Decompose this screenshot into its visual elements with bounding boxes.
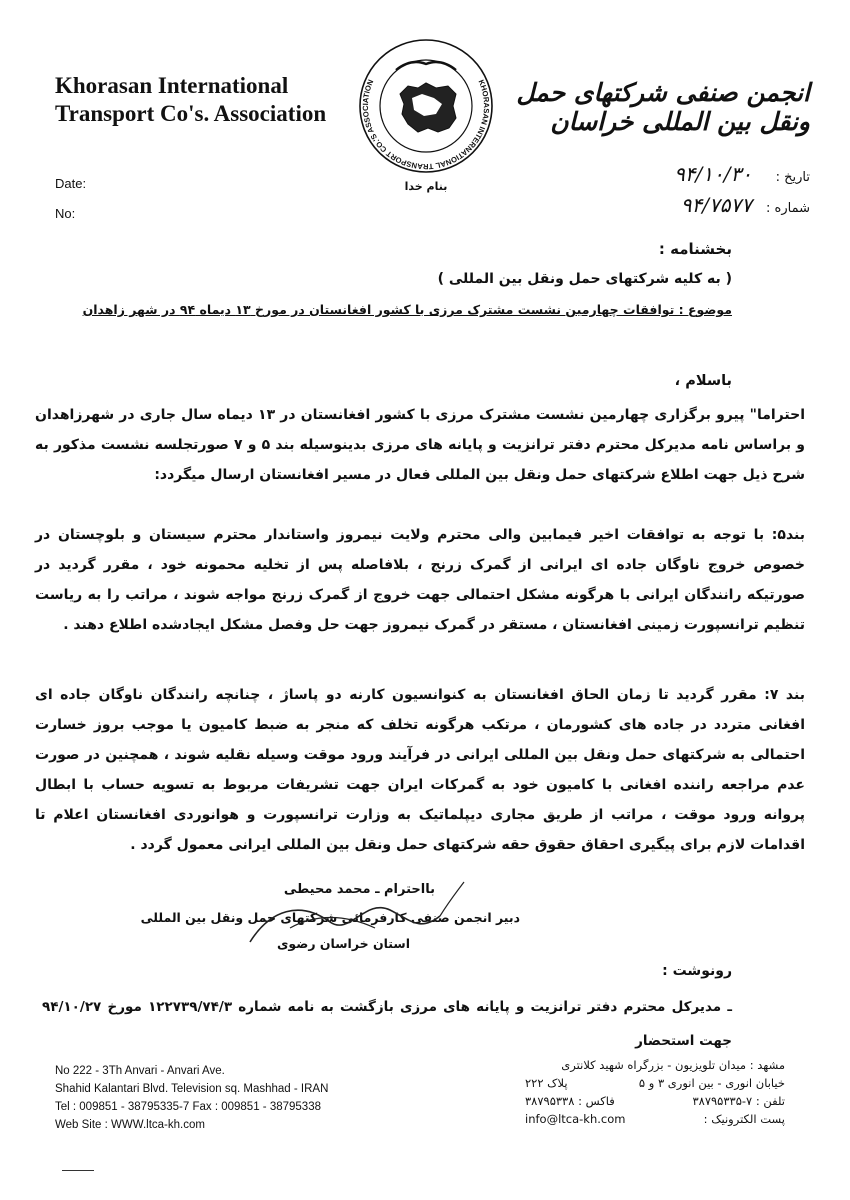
seal-ring-text: KHORASAN INTERNATIONAL TRANSPORT CO.'S ASSOCIATION bbox=[360, 78, 491, 172]
signature-title-line1: دبیر انجمن صنفی کارفرمائی شرکتهای حمل ونقل بین المللی bbox=[140, 910, 520, 925]
footer-fa-phone: تلفن : ۷-۳۸۷۹۵۳۳۵ bbox=[692, 1094, 785, 1108]
org-name-en-line2: Transport Co's. Association bbox=[55, 100, 327, 126]
association-seal bbox=[356, 28, 496, 203]
paragraph-clause-7: بند ۷: مقرر گردید تا زمان الحاق افغانستان به کنوانسیون کارنه دو پاساژ ، چنانچه رانندگان ناوگان جاده ای افغانی متردد در جاده های کشورمان ، مرتکب هرگونه تخلف که منجر به ضبط کامیون یا موجب بروز خسارت احتمالی به شرکتهای حمل ونقل بین المللی ایرانی در فرآیند ورود موقت وسیله نقلیه شوند ، همچنین در صورت عدم مراجعه راننده افغانی با کامیون خود به گمرکات ایران جهت تشریفات مربوط به تسویه حساب با ابطال پروانه ورود موقت ، مراتب از طریق مجاری دیپلماتیک به وزارت ترانسپورت و هوانوردی افغانستان اعلام تا اقدامات لازم برای پیگیری احقاق حقوق حقه شرکتهای حمل ونقل بین المللی ایرانی معمول گردد . bbox=[35, 687, 805, 853]
seal-emblem-icon bbox=[356, 28, 496, 203]
footer-fa bbox=[525, 1056, 785, 1128]
number-label-en: No: bbox=[55, 206, 76, 221]
footer-fa-fax: فاکس : ۳۸۷۹۵۳۳۸ bbox=[525, 1094, 615, 1108]
date-label-fa: تاریخ : bbox=[775, 170, 810, 185]
number-label-fa: شماره : bbox=[766, 201, 810, 216]
footer-fa-contact bbox=[525, 1092, 785, 1110]
footer-en-address2: Shahid Kalantari Blvd. Television sq. Mashhad - IRAN bbox=[55, 1083, 329, 1095]
org-name-en bbox=[55, 72, 345, 127]
letter-recipient: ( به کلیه شرکتهای حمل ونقل بین المللی ) bbox=[437, 271, 732, 287]
date-value: ۹۴/۱۰/۳۰ bbox=[674, 162, 752, 186]
footer-fa-email-row bbox=[525, 1110, 785, 1128]
footer-fa-email-label: پست الکترونیک : bbox=[703, 1112, 785, 1126]
paragraph-intro: احتراما" پیرو برگزاری چهارمین نشست مشترک مرزی با کشور افغانستان در ۱۳ دیماه سال جاری در شهرزاهدان و براساس نامه مدیرکل محترم دفتر ترانزیت و پایانه های مرزی بدینوسیله بند ۵ و ۷ صورتجلسه نشست مذکور به شرح ذیل جهت اطلاع شرکتهای حمل ونقل بین المللی فعال در مسیر افغانستان ارسال میگردد: bbox=[35, 407, 805, 483]
footer-en bbox=[55, 1062, 328, 1134]
signature-closing: بااحترام ـ محمد محیطی bbox=[283, 882, 435, 897]
letter-subject: موضوع : توافقات چهارمین نشست مشترک مرزی با کشور افغانستان در مورخ ۱۳ دیماه ۹۴ در شهر زاهدان bbox=[82, 302, 732, 317]
footer-fa-email: info@ltca-kh.com bbox=[525, 1112, 626, 1126]
signature-title-line2: استان خراسان رضوی bbox=[276, 936, 410, 951]
footer-fa-address2 bbox=[525, 1074, 785, 1092]
footer-en-web: Web Site : WWW.ltca-kh.com bbox=[55, 1119, 205, 1131]
footer-fa-street: خیابان انوری - بین انوری ۳ و ۵ bbox=[638, 1076, 785, 1090]
cc-item: ـ مدیرکل محترم دفتر ترانزیت و پایانه های مرزی بازگشت به نامه شماره ۱۲۲۷۳۹/۷۴/۳ مورخ ۹۴/۱۰/۲۷ جهت استحضار bbox=[42, 999, 732, 1049]
footer-en-address1: No 222 - 3Th Anvari - Anvari Ave. bbox=[55, 1065, 225, 1077]
footer-fa-address1: مشهد : میدان تلویزیون - بزرگراه شهید کلانتری bbox=[561, 1058, 785, 1072]
cc-label: رونوشت : bbox=[662, 963, 732, 979]
seal-bottom-text: بنام خدا bbox=[404, 180, 448, 193]
footer-en-phone: Tel : 009851 - 38795335-7 Fax : 009851 - 38795338 bbox=[55, 1101, 321, 1113]
salutation: باسلام ، bbox=[674, 373, 732, 389]
number-value: ۹۴/۷۵۷۷ bbox=[680, 193, 752, 217]
date-label-en: Date: bbox=[55, 176, 87, 191]
footer-divider bbox=[62, 1170, 94, 1171]
footer-fa-plaque: پلاک ۲۲۲ bbox=[525, 1076, 568, 1090]
letter-type: بخشنامه : bbox=[658, 240, 732, 258]
paragraph-clause-5: بند۵: با توجه به توافقات اخیر فیمابین والی محترم ولایت نیمروز واستاندار محترم سیستان و بلوچستان در خصوص خروج ناوگان جاده ای ایرانی از گمرک زرنج ، بلافاصله پس از تخلیه محمونه خود ، مقرر گردید در صورتیکه رانندگان ایرانی با هرگونه مشکل احتمالی جهت خروج از گمرک زرنج مواجه شوند ، مراتب را به ریاست تنظیم ترانسپورت زمینی افغانستان ، مستقر در گمرک نیمروز جهت حل وفصل مشکل ایجادشده اطلاع دهند . bbox=[35, 527, 805, 633]
org-name-fa: انجمن صنفی شرکتهای حمل ونقل بین المللی خراسان bbox=[516, 78, 810, 136]
signature-block bbox=[140, 870, 520, 960]
handwritten-signature-icon bbox=[140, 870, 520, 960]
org-name-en-line1: Khorasan International bbox=[55, 73, 289, 98]
